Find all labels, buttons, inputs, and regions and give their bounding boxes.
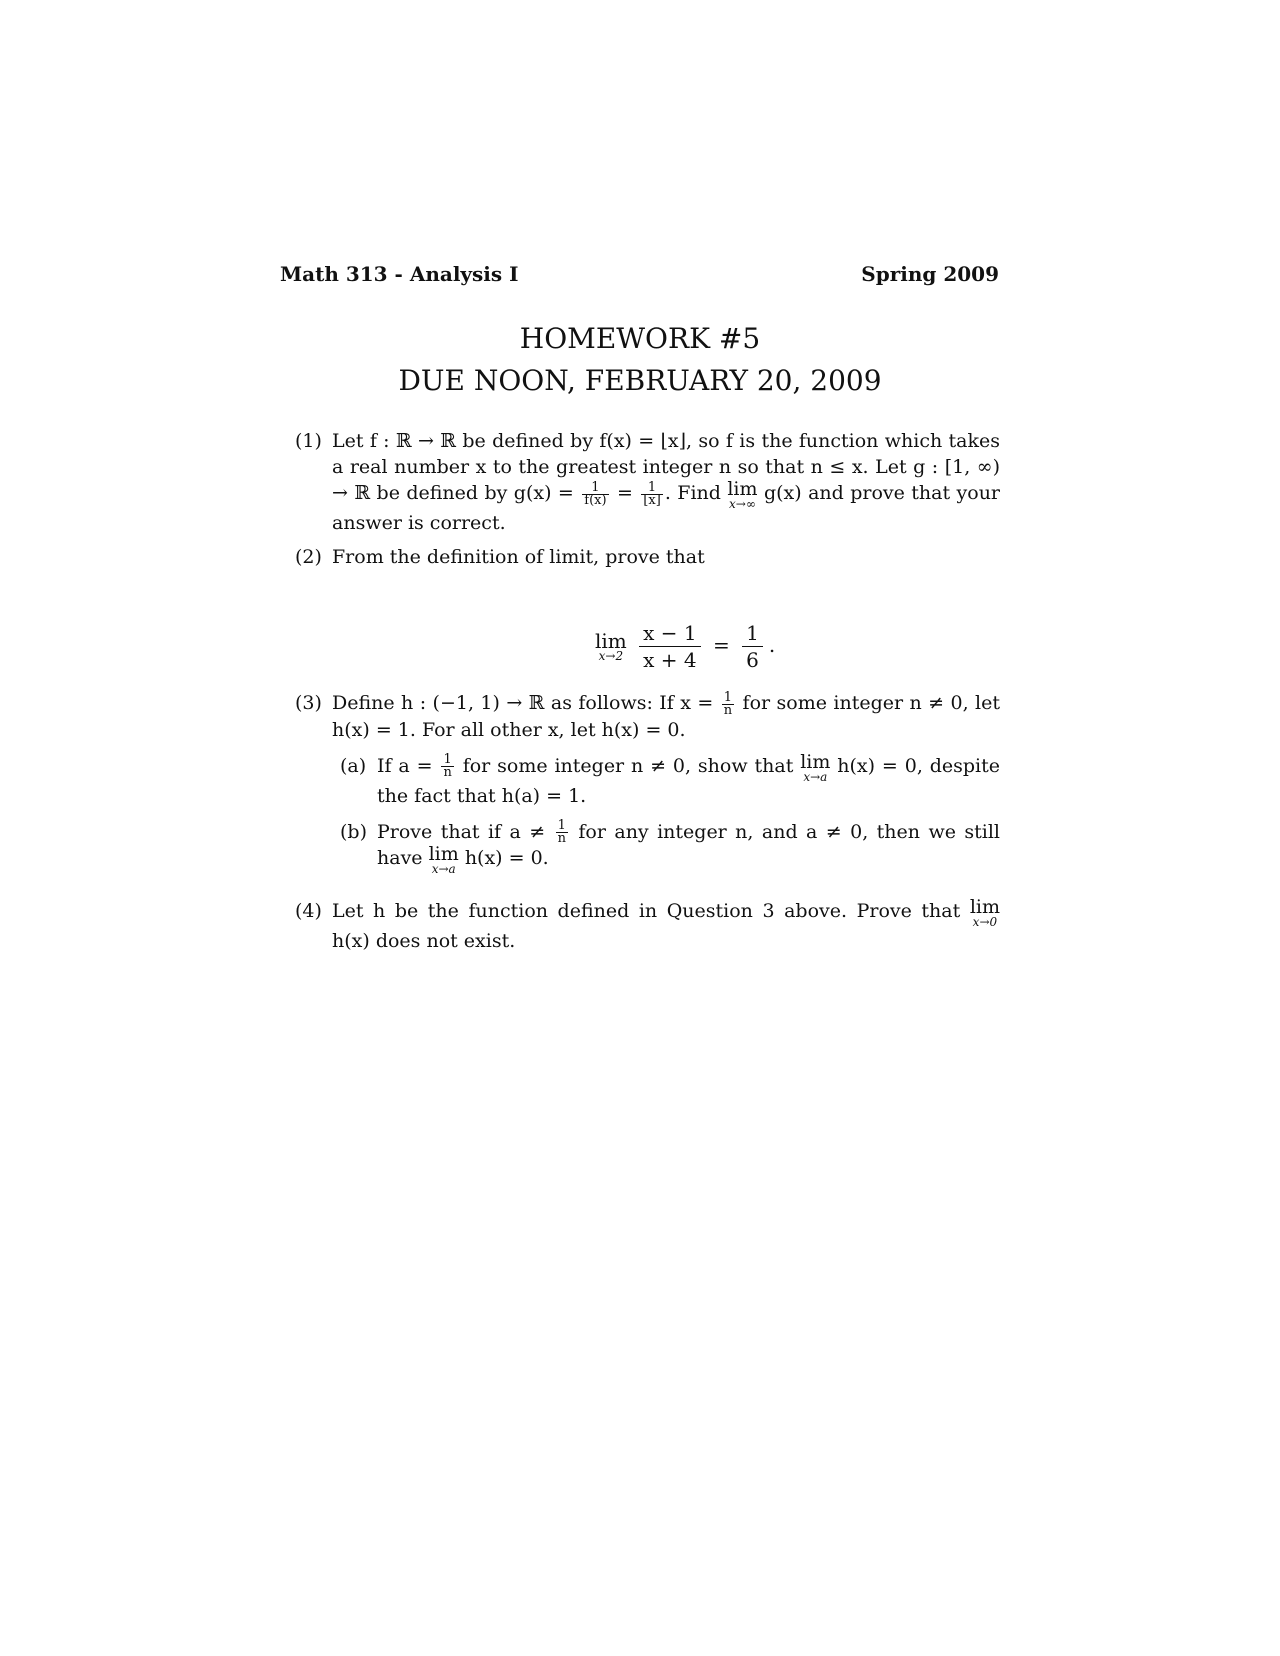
limit-operator: lim x→2: [595, 628, 627, 663]
limit-equation: lim x→2 $\frac{x - 1}{x + 4}$ = $\frac{1}{6}$ .: [595, 621, 776, 672]
fraction: $\frac{x - 1}{x + 4}$: [639, 620, 700, 673]
fraction: $\frac{1}{n}$: [723, 689, 733, 718]
problem-number: (4): [295, 900, 322, 922]
problem-3: (3) Define h : (−1, 1) → ℝ as follows: If x = $\frac{1}{n}$ for some integer n ≠ 0, let h(x) = 1. For all other x, let h(x) = 0. (a) If a = $\frac{1}{n}$ for some integer n ≠ 0, show that lim x→a h(x) = 0, despite the fact that h(a) = 1. (b) Prove that if a ≠ $\frac{1}{n}$ for any integer n, and a ≠ 0, then we still have lim x→a h(x) = 0.: [295, 689, 1001, 876]
due-date: DUE NOON, FEBRUARY 20, 2009: [398, 364, 882, 397]
problem-1: (1) Let f : ℝ → ℝ be defined by f(x) = ⌊x⌋, so f is the function which takes a real number x to the greatest integer n so that n ≤ x. Let g : [1, ∞) → ℝ be defined by g(x) = $\frac{1}{f(x)}$ = $\frac{1}{⌊x⌋}$ . Find lim x→∞ g(x) and prove that your answer is correct.: [295, 430, 1001, 534]
limit-operator: lim x→0: [969, 896, 1000, 929]
fraction: $\frac{1}{6}$: [742, 620, 763, 673]
course-title: Math 313 - Analysis I: [280, 262, 519, 286]
homework-title: HOMEWORK #5: [519, 322, 761, 355]
problem-number: (3): [295, 692, 322, 714]
limit-operator: lim x→a: [428, 843, 459, 876]
term-label: Spring 2009: [861, 262, 999, 286]
problem-3a: (a) If a = $\frac{1}{n}$ for some integer n ≠ 0, show that lim x→a h(x) = 0, despite the fact that h(a) = 1.: [340, 750, 1001, 807]
limit-operator: lim x→a: [800, 750, 831, 784]
problem-2: [295, 544, 1000, 570]
fraction: $\frac{1}{f(x)}$: [584, 479, 607, 508]
fraction: $\frac{1}{⌊x⌋}$: [643, 479, 661, 508]
problem-text: Let f : ℝ → ℝ be defined by f(x) = ⌊x⌋, so f is the function which takes a real number x to the greatest integer n so that n ≤ x. Let g : [1, ∞) → ℝ be defined by g(x) =: [332, 430, 1000, 504]
problem-number: (2): [295, 546, 322, 568]
problem-number: (1): [295, 430, 322, 452]
problem-text: From the definition of limit, prove that: [332, 546, 705, 568]
fraction: $\frac{1}{n}$: [557, 818, 566, 846]
problem-text: Define h : (−1, 1) → ℝ as follows: If x =: [332, 692, 714, 714]
problem-3b: (b) Prove that if a ≠ $\frac{1}{n}$ for any integer n, and a ≠ 0, then we still have lim x→a h(x) = 0.: [340, 818, 1000, 876]
fraction: $\frac{1}{n}$: [443, 752, 452, 780]
limit-operator: lim x→∞: [727, 478, 758, 511]
problem-text: Let h be the function defined in Question 3 above. Prove that: [332, 900, 961, 922]
problem-4: (4) Let h be the function defined in Question 3 above. Prove that lim x→0 h(x) does not exist.: [295, 896, 1000, 952]
